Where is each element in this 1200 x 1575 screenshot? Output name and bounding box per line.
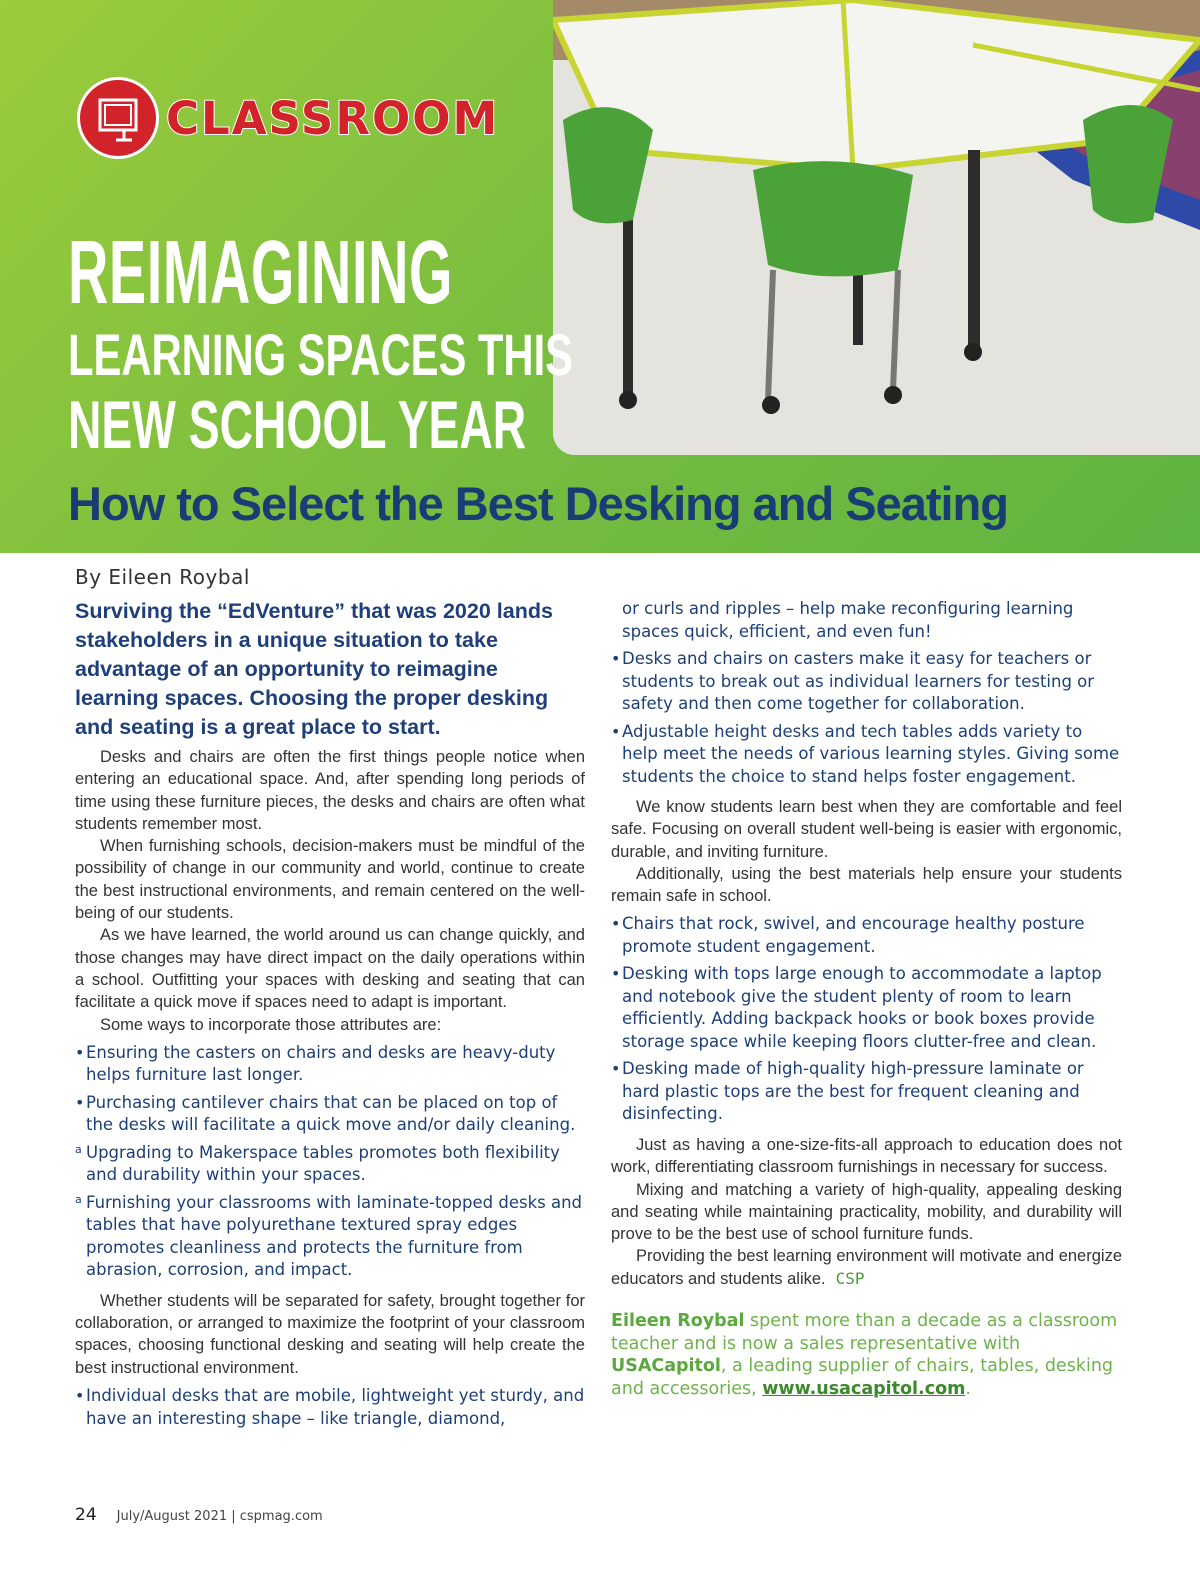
author-name: Eileen Roybal [611, 1311, 745, 1332]
classroom-photo [553, 0, 1200, 455]
body-paragraph: Some ways to incorporate those attributes are: [100, 1015, 442, 1034]
section-label: CLASSROOM [166, 92, 500, 145]
list-item [75, 1042, 585, 1087]
byline: By Eileen Roybal [75, 565, 250, 589]
company-name: USACapitol [611, 1356, 721, 1377]
list-item [611, 1058, 1122, 1126]
closing-text: Providing the best learning environment will motivate and energize educators and students alike. [611, 1247, 1122, 1288]
bullet-list [75, 1042, 585, 1282]
body-paragraph: Whether students will be separated for safety, brought together for collaboration, or arranged to maximize the footprint of your classroom spaces, choosing functional desking and seating will help create the best instructional environment. [75, 1291, 585, 1377]
list-item [611, 913, 1122, 958]
page-number: 24 [75, 1505, 97, 1525]
list-item [611, 648, 1122, 716]
bullet-mark: • [611, 649, 621, 668]
body-paragraph: Mixing and matching a variety of high-quality, appealing desking and seating while maintaining practicality, mobility, and durability will prove to be the best use of school furniture funds. [611, 1180, 1122, 1244]
bullet-mark: • [611, 1059, 621, 1079]
headline-line-2: LEARNING SPACES THIS [68, 323, 574, 388]
bio-text: , a leading supplier of chairs, tables, desking and accessories, [611, 1356, 1114, 1399]
list-item [611, 963, 1122, 1053]
author-bio [611, 1310, 1122, 1400]
header-banner [0, 0, 1200, 553]
lede: Surviving the “EdVenture” that was 2020 lands stakeholders in a unique situation to take advantage of an opportunity to reimagine learning spaces. Choosing the proper desking and seating is a great place to start. [75, 599, 553, 739]
list-item-text: Desking made of high-quality high-pressure laminate or hard plastic tops are the best for frequent cleaning and disinfecting. [622, 1059, 1084, 1124]
bio-text: spent more than a decade as a classroom teacher and is now a sales representative with [611, 1311, 1118, 1354]
classroom-furniture-illustration [553, 0, 1200, 455]
body-paragraph: We know students learn best when they are comfortable and feel safe. Focusing on overall student well-being is easier with ergonomic, durable, and inviting furniture. [611, 798, 1122, 861]
classroom-badge-icon [80, 80, 156, 156]
list-item-text: Purchasing cantilever chairs that can be placed on top of the desks will facilitate a quick move and/or daily cleaning. [86, 1092, 576, 1135]
list-item-text: Individual desks that are mobile, lightweight yet sturdy, and have an interesting shape – like triangle, diamond, [86, 1386, 585, 1428]
list-item [75, 1092, 585, 1137]
bullet-mark: • [75, 1386, 85, 1406]
headline-line-1: REIMAGINING [68, 223, 454, 323]
list-item [611, 721, 1122, 789]
bullet-mark: a [75, 1192, 82, 1206]
list-item-text: Desking with tops large enough to accommodate a laptop and notebook give the student plenty of room to learn efficiently. Adding backpack hooks or book boxes provide storage space while keeping floors clutter-free and clean. [622, 964, 1102, 1051]
list-item [75, 1385, 585, 1430]
article-subtitle: How to Select the Best Desking and Seating [68, 477, 1008, 530]
bullet-mark: a [75, 1142, 82, 1156]
company-link[interactable]: www.usacapitol.com [762, 1378, 966, 1399]
bullet-mark: • [75, 1042, 85, 1062]
body-paragraph: As we have learned, the world around us can change quickly, and those changes may have direct impact on the daily operations within a school. Outfitting your spaces with desking and seating that can facilitate a quick move if spaces need to adapt is important. [75, 926, 585, 1012]
list-item-text: Chairs that rock, swivel, and encourage healthy posture promote student engagement. [622, 914, 1085, 956]
list-item-text: Desks and chairs on casters make it easy for teachers or students to break out as individual learners for testing or safety and then come together for collaboration. [622, 649, 1095, 713]
list-item [75, 1192, 585, 1282]
bullet-mark: • [611, 964, 621, 984]
issue-info: July/August 2021 | cspmag.com [116, 1509, 323, 1524]
list-item-continued: or curls and ripples – help make reconfiguring learning spaces quick, efficient, and even fun! [622, 599, 1074, 641]
article-column-right [611, 598, 1122, 1400]
closing-paragraph [611, 1245, 1122, 1290]
bullet-list [611, 598, 1122, 788]
bullet-mark: • [611, 721, 621, 741]
bullet-mark: • [75, 1092, 85, 1112]
article-column-left [75, 565, 585, 1438]
list-item [75, 1142, 585, 1187]
bullet-list [75, 1385, 585, 1430]
body-paragraph: Desks and chairs are often the first things people notice when entering an educational space. And, after spending long periods of time using these furniture pieces, the desks and chairs are often what students remember most. [75, 748, 585, 833]
list-item-text: Furnishing your classrooms with laminate-topped desks and tables that have polyurethane textured spray edges promotes cleanliness and protects the furniture from abrasion, corrosion, and impact. [86, 1192, 583, 1280]
list-item-text: Ensuring the casters on chairs and desks are heavy-duty helps furniture last longer. [86, 1042, 556, 1085]
page-footer [75, 1505, 323, 1525]
bullet-mark: • [611, 914, 621, 934]
body-paragraph: Additionally, using the best materials help ensure your students remain safe in school. [611, 864, 1122, 906]
end-mark: CSP [835, 1268, 865, 1288]
body-paragraph: Just as having a one-size-fits-all approach to education does not work, differentiating classroom furnishings in necessary for success. [611, 1135, 1122, 1177]
list-item-text: Adjustable height desks and tech tables adds variety to help meet the needs of various learning styles. Giving some students the choice to stand helps foster engagement. [622, 721, 1120, 786]
body-paragraph: When furnishing schools, decision-makers must be mindful of the possibility of change in our community and world, continue to create the best instructional environments, and remain centered on the well-being of our students. [75, 837, 585, 923]
list-item-text: Upgrading to Makerspace tables promotes both flexibility and durability within your spaces. [86, 1142, 560, 1185]
bullet-list [611, 913, 1122, 1126]
bio-text: . [965, 1378, 971, 1399]
headline-line-3: NEW SCHOOL YEAR [68, 387, 527, 463]
